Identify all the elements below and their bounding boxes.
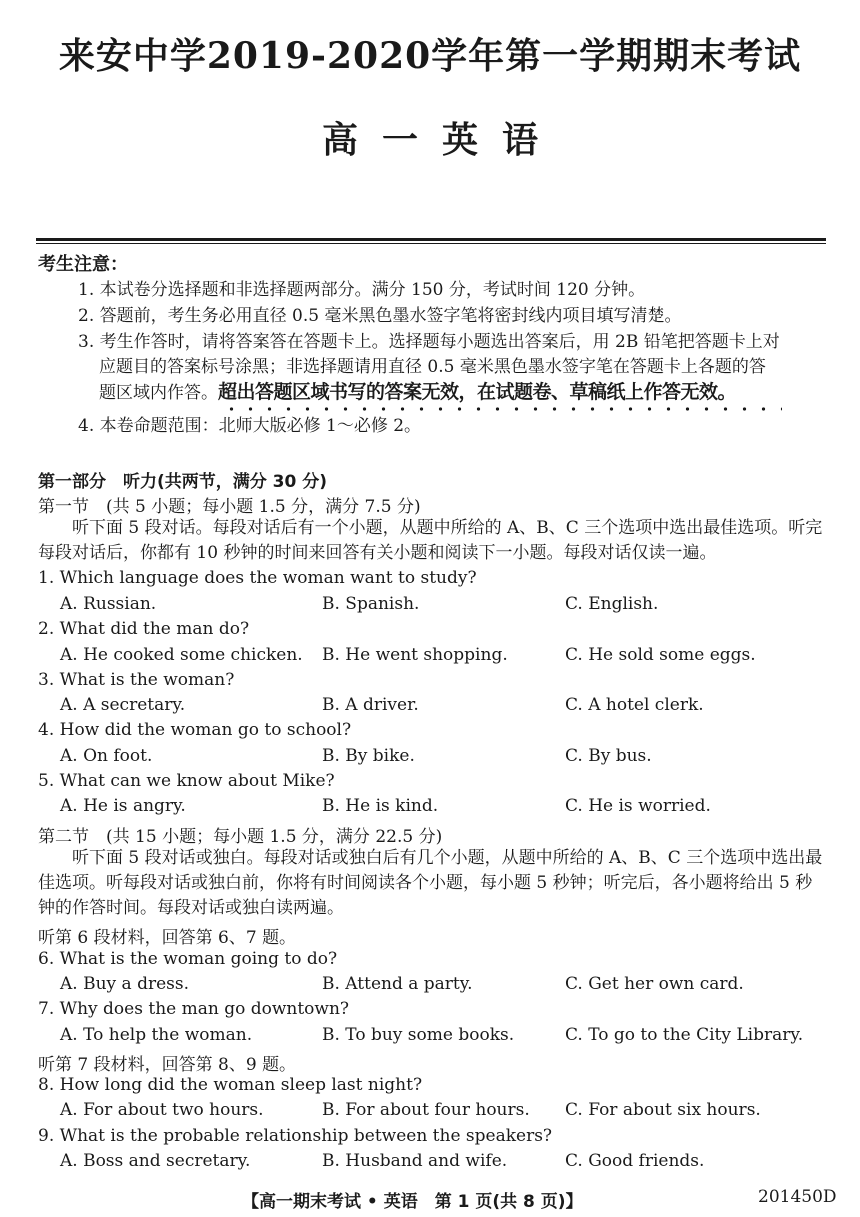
question-8: 8. How long did the woman sleep last night?: [38, 1075, 423, 1095]
question-9: 9. What is the probable relationship between the speakers?: [38, 1126, 553, 1146]
q8-option-a: A. For about two hours.: [60, 1100, 264, 1120]
notice-item-3: 3. 考生作答时，请将答案答在答题卡上。选择题每小题选出答案后，用 2B 铅笔把答题卡上对: [78, 332, 780, 352]
q8-option-b: B. For about four hours.: [322, 1100, 530, 1120]
question-6: 6. What is the woman going to do?: [38, 949, 338, 969]
q3-option-b: B. A driver.: [322, 695, 419, 715]
q5-option-b: B. He is kind.: [322, 796, 439, 816]
q5-option-c: C. He is worried.: [565, 796, 711, 816]
q8-option-c: C. For about six hours.: [565, 1100, 761, 1120]
q2-option-a: A. He cooked some chicken.: [60, 645, 303, 665]
question-1: 1. Which language does the woman want to study?: [38, 568, 477, 588]
question-3: 3. What is the woman?: [38, 670, 235, 690]
material-7-note: 听第 7 段材料，回答第 8、9 题。: [38, 1055, 297, 1075]
question-5: 5. What can we know about Mike?: [38, 771, 335, 791]
notice-item-3-plain: 题区域内作答。: [99, 383, 218, 403]
q7-option-c: C. To go to the City Library.: [565, 1025, 804, 1045]
q4-option-b: B. By bike.: [322, 746, 415, 766]
q3-option-c: C. A hotel clerk.: [565, 695, 704, 715]
section1-heading: 第一节 (共 5 小题；每小题 1.5 分，满分 7.5 分): [38, 497, 421, 517]
divider-thin: [36, 243, 826, 244]
subject-title: 高一英语: [321, 119, 562, 161]
q2-option-b: B. He went shopping.: [322, 645, 508, 665]
material-6-note: 听第 6 段材料，回答第 6、7 题。: [38, 928, 297, 948]
q4-option-c: C. By bus.: [565, 746, 652, 766]
q1-option-c: C. English.: [565, 594, 659, 614]
question-4: 4. How did the woman go to school?: [38, 720, 352, 740]
divider-thick: [36, 238, 826, 241]
question-2: 2. What did the man do?: [38, 619, 250, 639]
notice-item-2: 2. 答题前，考生务必用直径 0.5 毫米黑色墨水签字笔将密封线内项目填写清楚。: [78, 306, 682, 326]
section2-heading: 第二节 (共 15 小题；每小题 1.5 分，满分 22.5 分): [38, 827, 443, 847]
q9-option-a: A. Boss and secretary.: [60, 1151, 251, 1171]
part1-heading: 第一部分 听力(共两节，满分 30 分): [38, 472, 328, 492]
notice-warning-emphasis: 超出答题区域书写的答案无效，在试题卷、草稿纸上作答无效。: [218, 381, 737, 403]
q7-option-a: A. To help the woman.: [60, 1025, 253, 1045]
page-footer-label: 【高一期末考试 • 英语 第 1 页(共 8 页)】: [242, 1192, 583, 1212]
question-7: 7. Why does the man go downtown?: [38, 999, 350, 1019]
notice-item-3-last: [99, 377, 736, 404]
q1-option-a: A. Russian.: [60, 594, 157, 614]
section1-instruction: 听下面 5 段对话。每段对话后有一个小题，从题中所给的 A、B、C 三个选项中选出最佳选项。听完每段对话后，你都有 10 秒钟的时间来回答有关小题和阅读下一小题。每段对话仅读一遍。: [38, 518, 823, 563]
q5-option-a: A. He is angry.: [60, 796, 186, 816]
q6-option-b: B. Attend a party.: [322, 974, 473, 994]
exam-title: 来安中学2019-2020学年第一学期期末考试: [58, 35, 802, 77]
q1-option-b: B. Spanish.: [322, 594, 420, 614]
q6-option-a: A. Buy a dress.: [60, 974, 189, 994]
q6-option-c: C. Get her own card.: [565, 974, 744, 994]
q3-option-a: A. A secretary.: [60, 695, 186, 715]
q2-option-c: C. He sold some eggs.: [565, 645, 756, 665]
q9-option-b: B. Husband and wife.: [322, 1151, 508, 1171]
q7-option-b: B. To buy some books.: [322, 1025, 515, 1045]
notice-item-3-cont: 应题目的答案标号涂黑；非选择题请用直径 0.5 毫米黑色墨水签字笔在答题卡上各题的答: [99, 357, 766, 377]
notice-item-4: 4. 本卷命题范围：北师大版必修 1～必修 2。: [78, 416, 422, 436]
q4-option-a: A. On foot.: [60, 746, 153, 766]
notice-item-1: 1. 本试卷分选择题和非选择题两部分。满分 150 分，考试时间 120 分钟。: [78, 280, 646, 300]
q9-option-c: C. Good friends.: [565, 1151, 705, 1171]
section2-instruction: 听下面 5 段对话或独白。每段对话或独白后有几个小题，从题中所给的 A、B、C 三个选项中选出最佳选项。听每段对话或独白前，你将有时间阅读各个小题，每小题 5 秒钟；听完后，各小题将给出 5 秒钟的作答时间。每段对话或独白读两遍。: [38, 848, 823, 918]
notice-heading: 考生注意：: [38, 254, 128, 275]
page-footer-code: 201450D: [758, 1187, 837, 1207]
